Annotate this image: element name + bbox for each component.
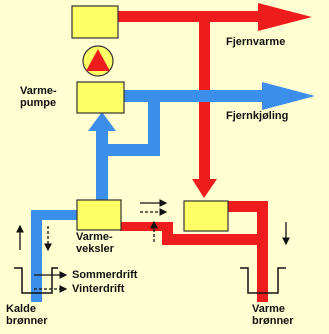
- legend-sommerdrift: Sommerdrift: [72, 269, 138, 281]
- hot-pipe-bottom: [162, 234, 268, 245]
- hot-down-arrow: [192, 179, 217, 198]
- cold-up-arrow: [88, 112, 116, 131]
- varmeveksler-label: [76, 231, 114, 255]
- varmepumpe-label-line2: pumpe: [20, 97, 57, 109]
- varmeveksler-label-line2: veksler: [76, 243, 114, 255]
- cold-pipe-left-horizontal: [31, 210, 79, 220]
- fjernvarme-arrow: [258, 3, 312, 31]
- fjernkjoling-label: Fjernkjøling: [226, 110, 289, 122]
- varme-label-line1: Varme: [252, 303, 286, 315]
- varmeveksler-label-line1: Varme-: [76, 231, 113, 243]
- varmepumpe-label-line1: Varme-: [20, 85, 57, 97]
- cold-pipe-left-vertical: [31, 210, 42, 302]
- cold-pipe-up: [96, 128, 108, 202]
- kalde-label-line2: brønner: [6, 315, 48, 327]
- kalde-label-line1: Kalde: [6, 303, 36, 315]
- varmeveksler-box-right: [184, 201, 228, 231]
- hot-pipe-top-right: [226, 201, 268, 212]
- fjernkjoling-arrow: [262, 82, 315, 110]
- top-component-box: [72, 6, 118, 38]
- varme-bronner-label: [252, 303, 294, 327]
- pump-icon: [83, 46, 113, 76]
- varmepumpe-label: [20, 85, 57, 109]
- hot-pipe-right-vertical: [257, 210, 268, 302]
- varmepumpe-box: [77, 82, 124, 113]
- varme-label-line2: brønner: [252, 315, 294, 327]
- cold-pipe-top: [124, 90, 264, 102]
- hot-pipe-veksler-link: [120, 222, 170, 231]
- kalde-bronner-label: [6, 303, 48, 327]
- legend-vinterdrift: Vinterdrift: [72, 283, 125, 295]
- cold-pipe-inner-horizontal: [102, 144, 160, 156]
- fjernvarme-label: Fjernvarme: [226, 36, 286, 48]
- varmeveksler-box-left: [77, 200, 121, 230]
